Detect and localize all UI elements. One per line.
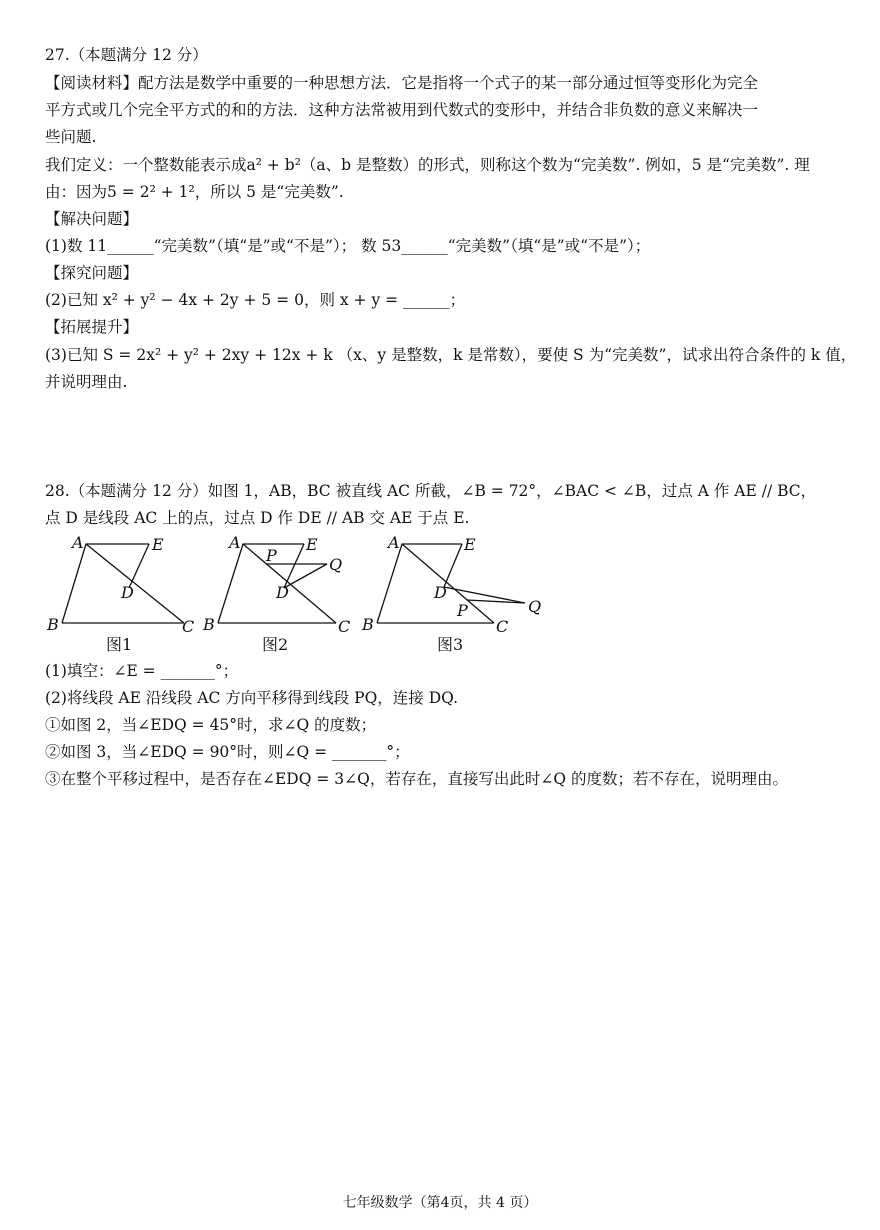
fig2-label-Q: Q [329,555,343,574]
fig1-line-ED [129,544,149,588]
fig2-line-DQ [284,564,327,588]
q27-part-1: (1)数 11______“完美数”（填“是”或“不是”）； 数 53______“完美数”（填“是”或“不是”）； [45,237,651,255]
q27-section-extend: 【拓展提升】 [45,318,139,336]
q27-reading-line-2: 平方式或几个完全平方式的和的方法．这种方法常被用到代数式的变形中，并结合非负数的意义来解决一 [45,101,759,119]
fig3-label-P: P [457,601,468,620]
fig2-label-E: E [306,535,318,554]
fig1-line-AC [86,544,184,623]
figure-2-caption: 图2 [262,635,289,654]
fig1-label-C: C [182,617,195,636]
fig1-label-D: D [121,583,134,602]
q28-part-2: (2)将线段 AE 沿线段 AC 方向平移得到线段 PQ，连接 DQ. [45,689,459,707]
fig3-label-E: E [464,535,476,554]
q28-part-1: (1)填空：∠E = _______°； [45,662,239,680]
q27-reading-line-1: 【阅读材料】配方法是数学中重要的一种思想方法．它是指将一个式子的某一部分通过恒等变形化为完全 [45,74,759,92]
fig2-label-D: D [276,583,289,602]
fig1-label-E: E [152,535,164,554]
fig1-label-B: B [47,615,59,634]
q28-part-2-sub-2: ②如图 3，当∠EDQ = 90°时，则∠Q = _______°； [45,743,410,761]
fig2-label-B: B [203,615,215,634]
q28-stem-line-1: 28.（本题满分 12 分）如图 1，AB，BC 被直线 AC 所截，∠B = 72°，∠BAC < ∠B，过点 A 作 AE // BC， [45,482,817,500]
q27-section-solve: 【解决问题】 [45,210,139,228]
figure-3-caption: 图3 [437,635,464,654]
fig2-line-ED [284,544,304,588]
q27-definition-line-1: 我们定义：一个整数能表示成a² + b²（a、b 是整数）的形式，则称这个数为“完美数”. 例如，5 是“完美数”. 理 [45,156,810,174]
q27-part-3-line-1: (3)已知 S = 2x² + y² + 2xy + 12x + k （x、y 是整数，k 是常数），要使 S 为“完美数”，试求出符合条件的 k 值， [45,346,857,364]
q27-part-3-line-2: 并说明理由. [45,373,128,391]
q27-section-explore: 【探究问题】 [45,264,139,282]
page-footer: 七年级数学（第4页，共 4 页） [342,1195,538,1211]
fig3-label-A: A [388,533,400,552]
fig1-label-A: A [72,533,84,552]
q27-reading-line-3: 些问题. [45,128,97,146]
figure-3 [377,544,525,623]
geometry-figures [44,532,554,658]
fig2-label-P: P [266,546,277,565]
q27-definition-line-2: 由：因为5 = 2² + 1²，所以 5 是“完美数”. [45,183,344,201]
fig3-line-ED [444,544,462,587]
fig3-label-Q: Q [528,597,542,616]
fig2-label-A: A [229,533,241,552]
fig3-lines-BAE [377,544,462,623]
q27-part-2: (2)已知 x² + y² − 4x + 2y + 5 = 0，则 x + y = ______； [45,291,466,309]
fig3-label-C: C [496,617,509,636]
fig2-label-C: C [338,617,351,636]
figure-1-caption: 图1 [106,635,133,654]
q28-part-2-sub-1: ①如图 2，当∠EDQ = 45°时，求∠Q 的度数； [45,716,377,734]
fig3-label-D: D [434,583,447,602]
q28-part-2-sub-3: ③在整个平移过程中，是否存在∠EDQ = 3∠Q，若存在，直接写出此时∠Q 的度数；若不存在，说明理由。 [45,770,788,788]
fig3-line-AC [402,544,494,623]
fig3-label-B: B [362,615,374,634]
q28-stem-line-2: 点 D 是线段 AC 上的点，过点 D 作 DE // AB 交 AE 于点 E. [45,509,470,527]
fig2-line-AC [243,544,336,623]
q27-header: 27.（本题满分 12 分） [45,46,208,64]
